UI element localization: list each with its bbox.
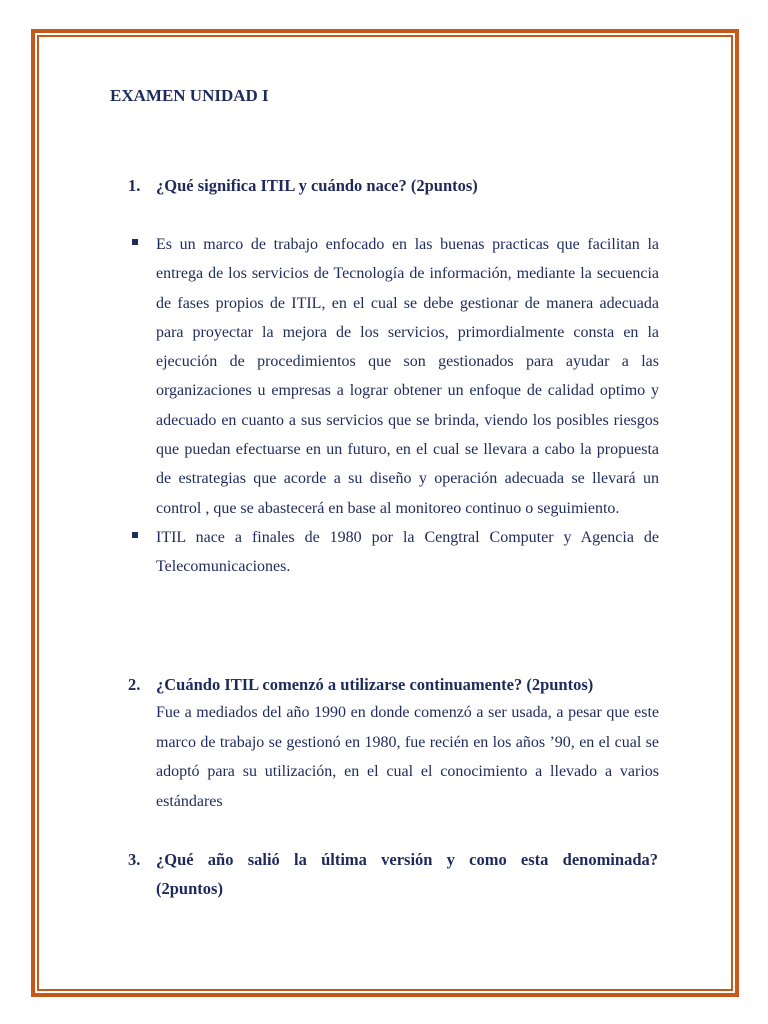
square-bullet-icon: [132, 532, 138, 538]
question-2-number: 2.: [128, 675, 141, 694]
exam-title: EXAMEN UNIDAD I: [110, 86, 269, 105]
square-bullet-icon: [132, 239, 138, 245]
question-1-number: 1.: [128, 176, 141, 195]
question-1-text: ¿Qué significa ITIL y cuándo nace? (2puntos): [156, 176, 478, 195]
question-3: [128, 845, 658, 903]
question-3-points: (2puntos): [156, 879, 223, 898]
bullet-text: Es un marco de trabajo enfocado en las buenas practicas que facilitan la entrega de los servicios de Tecnología de información, mediante la secuencia de fases propios de ITIL, en el cual se debe gestionar de manera adecuada para proyectar la mejora de los servicios, primordialmente consta en la ejecución de procedimientos que son gestionados para ayudar a las organizaciones u empresas a lograr obtener un enfoque de calidad optimo y adecuado en cuanto a sus servicios que se brinda, viendo los posibles riesgos que puedan efectuarse en un futuro, en el cual se llevara a cabo la propuesta de estrategias que acorde a su diseño y operación adecuada se llevará un control , que se abastecerá en base al monitoreo continuo o seguimiento.: [156, 236, 659, 517]
question-3-text: ¿Qué año salió la última versión y como esta denominada?: [156, 850, 658, 869]
list-item: [130, 230, 659, 523]
question-3-line1: [128, 845, 658, 874]
question-2-answer: Fue a mediados del año 1990 en donde comenzó a ser usada, a pesar que este marco de trabajo se gestionó en 1980, fue recién en los años ’90, en el cual se adoptó para su utilización, en el cual el conocimiento a llevado a varios estándares: [156, 704, 659, 810]
question-1-answer-list: [130, 230, 659, 582]
question-1: [128, 171, 658, 200]
question-2-text: ¿Cuándo ITIL comenzó a utilizarse continuamente? (2puntos): [156, 675, 594, 694]
list-item: [130, 523, 659, 582]
question-3-number: 3.: [128, 850, 141, 869]
bullet-text: ITIL nace a finales de 1980 por la Cengtral Computer y Agencia de Telecomunicaciones.: [156, 528, 659, 576]
question-2: [128, 670, 658, 699]
